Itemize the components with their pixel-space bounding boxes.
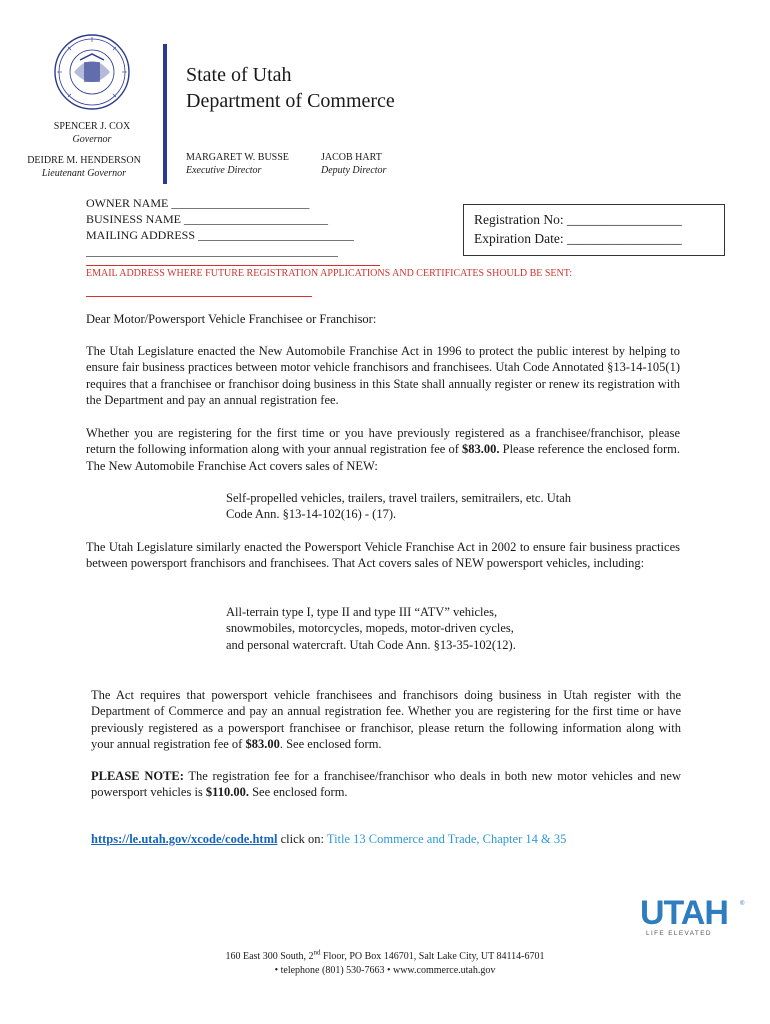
note-text-b: See enclosed form. xyxy=(248,785,348,800)
footer-address-sup: nd xyxy=(313,948,321,957)
note-label: PLEASE NOTE: xyxy=(91,769,184,783)
lt-governor-title: Lieutenant Governor xyxy=(41,168,127,179)
note-fee: $110.00. xyxy=(205,785,249,800)
owner-info-fields xyxy=(86,195,354,259)
title-13-link[interactable]: Title 13 Commerce and Trade, Chapter 14 & 35 xyxy=(326,832,567,846)
link-instruction: click on: xyxy=(277,832,327,846)
p4-fee: $83.00 xyxy=(245,737,280,752)
footer-contact: • telephone (801) 530-7663 • www.commerce.utah.gov xyxy=(274,965,496,976)
footer-address xyxy=(0,950,770,964)
mailing-address-field[interactable]: MAILING ADDRESS __________________________ xyxy=(86,228,355,242)
email-address-label: EMAIL ADDRESS WHERE FUTURE REGISTRATION APPLICATIONS AND CERTIFICATES SHOULD BE SENT: xyxy=(86,268,573,279)
department-heading xyxy=(186,62,395,114)
please-note xyxy=(91,768,681,801)
paragraph-registration-fee xyxy=(86,425,680,474)
governor-name: SPENCER J. COX xyxy=(53,121,131,132)
registration-number-field[interactable]: Registration No: _________________ xyxy=(474,212,682,227)
lt-governor-block xyxy=(22,154,146,180)
lt-governor-name: DEIDRE M. HENDERSON xyxy=(27,155,141,166)
paragraph-powersport-registration xyxy=(91,687,681,753)
mailing-address-line2[interactable]: __________________________________________ xyxy=(86,244,338,258)
business-name-field[interactable]: BUSINESS NAME ________________________ xyxy=(86,212,329,226)
p2-fee: $83.00. xyxy=(462,442,500,457)
email-input-line[interactable] xyxy=(86,296,312,297)
p2-text-b: Please reference the enclosed form. The New Automobile Franchise Act covers sales of NEW: xyxy=(86,442,680,473)
governor-title: Governor xyxy=(72,134,112,145)
quote-atv: All-terrain type I, type II and type III “ATV” vehicles, snowmobiles, motorcycles, mopeds, motor-driven cycles, and personal watercraft. Utah Code Ann. §13-35-102(12). xyxy=(226,605,516,652)
executive-director-name: MARGARET W. BUSSE xyxy=(186,152,289,163)
p4-text-a: The Act requires that powersport vehicle franchisees and franchisors doing business in Utah register with the Department of Commerce and pay an annual registration fee. Whether you are registering for the first time or have previously registered as a powersport franchisee or franchisor, please return the following information along with your annual registration fee of xyxy=(91,688,681,752)
utah-logo-word: UTAH xyxy=(640,894,728,932)
utah-code-link[interactable]: https://le.utah.gov/xcode/code.html xyxy=(91,832,278,846)
executive-director-title: Executive Director xyxy=(186,165,262,176)
deputy-director-block xyxy=(321,151,386,177)
department-name: Department of Commerce xyxy=(186,90,395,112)
utah-state-seal xyxy=(54,34,130,110)
deputy-director-title: Deputy Director xyxy=(321,165,387,176)
utah-life-elevated-logo xyxy=(640,893,748,939)
deputy-director-name: JACOB HART xyxy=(321,152,382,163)
paragraph-auto-franchise-act: The Utah Legislature enacted the New Automobile Franchise Act in 1996 to protect the public interest by helping to ensure fair business practices between motor vehicle franchisors and franchisees. Utah Code Annotated §13-14-105(1) requires that a franchisee or franchisor doing business in this State shall annually register or renew its registration with the Department and pay an annual registration fee. xyxy=(86,344,680,408)
governor-block xyxy=(40,120,144,146)
footer-address-b: Floor, PO Box 146701, Salt Lake City, UT 84114-6701 xyxy=(320,951,545,962)
registered-mark: ® xyxy=(740,901,745,907)
registration-box xyxy=(463,204,725,256)
email-top-rule xyxy=(86,265,380,266)
code-link-line xyxy=(91,832,566,847)
owner-name-field[interactable]: OWNER NAME _______________________ xyxy=(86,196,310,210)
p4-text-b: . See enclosed form. xyxy=(279,737,382,752)
paragraph-powersport-act: The Utah Legislature similarly enacted the Powersport Vehicle Franchise Act in 2002 to ensure fair business practices between powersport franchisors and franchisees. That Act covers sales of NEW powersport vehicles, including: xyxy=(86,540,680,571)
quote-self-propelled: Self-propelled vehicles, trailers, travel trailers, semitrailers, etc. Utah Code Ann. §13-14-102(16) - (17). xyxy=(226,491,572,522)
state-name: State of Utah xyxy=(186,64,292,86)
header-accent-bar xyxy=(163,44,167,184)
utah-logo-tagline: LIFE ELEVATED xyxy=(646,930,712,937)
executive-director-block xyxy=(186,151,289,177)
note-text-a: The registration fee for a franchisee/franchisor who deals in both new motor vehicles and new powersport vehicles is xyxy=(91,769,682,800)
salutation: Dear Motor/Powersport Vehicle Franchisee or Franchisor: xyxy=(86,312,377,326)
footer-address-a: 160 East 300 South, 2 xyxy=(225,951,314,962)
p2-text-a: Whether you are registering for the first time or you have previously registered as a franchisee/franchisor, please return the following information along with your annual registration fee of xyxy=(86,426,680,457)
expiration-date-field[interactable]: Expiration Date: _________________ xyxy=(474,231,682,246)
